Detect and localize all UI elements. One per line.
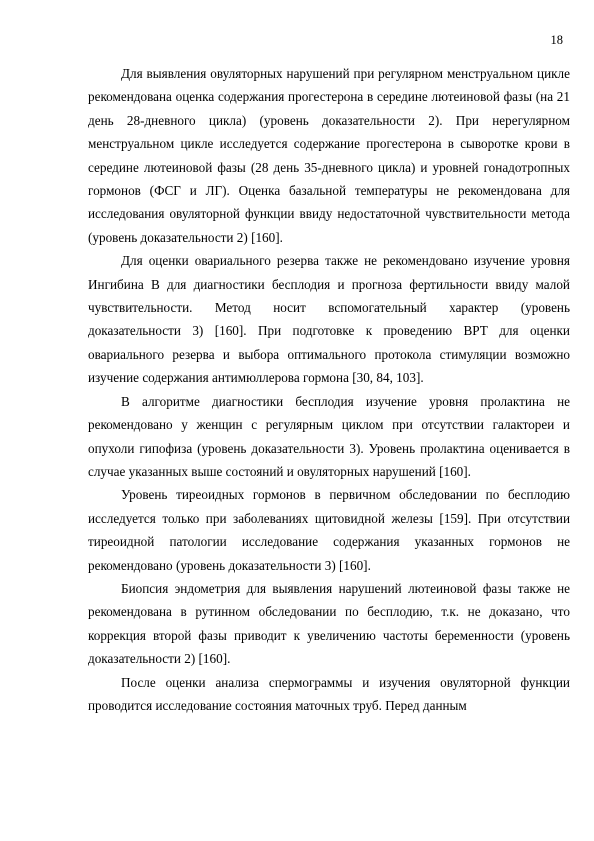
page-number: 18 bbox=[550, 33, 563, 47]
paragraph: В алгоритме диагностики бесплодия изучение уровня пролактина не рекомендовано у женщин с регулярным циклом при отсутствии галактореи и опухоли гипофиза (уровень доказательности 3). Уровень пролактина оценивается в случае указанных выше состояний и овуляторных нарушений [160]. bbox=[88, 393, 570, 479]
paragraph: Для выявления овуляторных нарушений при регулярном менструальном цикле рекомендована оценка содержания прогестерона в середине лютеиновой фазы (на 21 день 28-дневного цикла) (уровень доказательности 2). При нерегулярном менструальном цикле исследуется содержание прогестерона в сыворотке крови в середине лютеиновой фазы (28 день 35-дневного цикла) и уровней гонадотропных гормонов (ФСГ и ЛГ). Оценка базальной температуры не рекомендована для исследования овуляторной функции ввиду недостаточной чувствительности метода (уровень доказательности 2) [160]. bbox=[88, 66, 570, 245]
paragraph: Для оценки овариального резерва также не рекомендовано изучение уровня Ингибина В для диагностики бесплодия и прогноза фертильности ввиду малой чувствительности. Метод носит вспомогательный характер (уровень доказательности 3) [160]. При подготовке к проведению ВРТ для оценки овариального резерва и выбора оптимального протокола стимуляции возможно изучение содержания антимюллерова гормона [30, 84, 103]. bbox=[88, 253, 570, 386]
paragraph: После оценки анализа спермограммы и изучения овуляторной функции проводится исследование состояния маточных труб. Перед данным bbox=[88, 674, 570, 713]
paragraph: Уровень тиреоидных гормонов в первичном обследовании по бесплодию исследуется только при заболеваниях щитовидной железы [159]. При отсутствии тиреоидной патологии исследование содержания указанных гормонов не рекомендовано (уровень доказательности 3) [160]. bbox=[88, 487, 570, 573]
body-text bbox=[88, 62, 570, 717]
paragraph: Биопсия эндометрия для выявления нарушений лютеиновой фазы также не рекомендована в рутинном обследовании по бесплодию, т.к. не доказано, что коррекция второй фазы приводит к увеличению частоты беременности (уровень доказательности 2) [160]. bbox=[88, 580, 570, 667]
